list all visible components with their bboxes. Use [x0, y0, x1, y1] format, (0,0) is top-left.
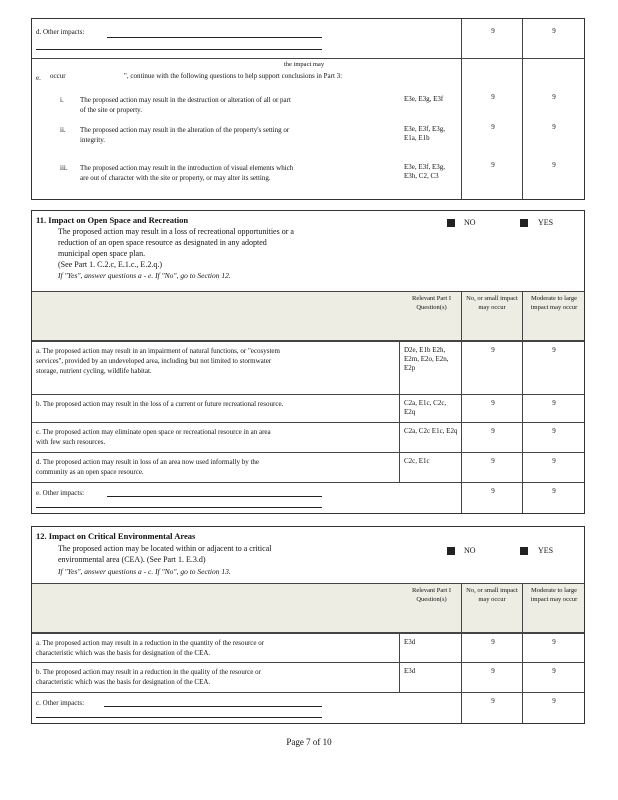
- row-text: b. The proposed action may result in a reduction in the quality of the resource or: [36, 668, 261, 676]
- sub-item-num: ii.: [60, 126, 66, 134]
- row-text: characteristic which was the basis for designation of the CEA.: [36, 678, 211, 686]
- table-row: [32, 423, 584, 453]
- relevant-header: Relevant Part I Question(s): [412, 295, 451, 311]
- intro-top: the impact may: [284, 61, 325, 68]
- moderate-impact-checkbox[interactable]: 9: [552, 93, 556, 101]
- section-title: 12. Impact on Critical Environmental Areas: [36, 531, 196, 541]
- small-impact-checkbox[interactable]: 9: [491, 399, 495, 407]
- intro-line-cont: ", continue with the following questions to help support conclusions in Part 3:: [124, 72, 343, 80]
- small-impact-header: No, or small impact may occur: [466, 295, 518, 311]
- moderate-impact-checkbox[interactable]: 9: [552, 346, 556, 354]
- small-impact-checkbox[interactable]: 9: [491, 697, 495, 705]
- moderate-impact-checkbox[interactable]: 9: [552, 161, 556, 169]
- section-text: The proposed action may be located within or adjacent to a critical: [58, 544, 272, 553]
- sub-item-num: iii.: [60, 164, 68, 172]
- relevant-questions: E3e, E3g, E3f: [404, 95, 444, 103]
- column-header-row: [32, 583, 584, 633]
- yes-checkbox[interactable]: [520, 219, 528, 227]
- relevant-questions: C2a, E1c, C2c, E2q: [404, 399, 447, 416]
- row-text: a. The proposed action may result in a reduction in the quantity of the resource or: [36, 639, 265, 647]
- row-e-cultural: [32, 59, 584, 201]
- small-impact-checkbox[interactable]: 9: [491, 638, 495, 646]
- section-title: 11. Impact on Open Space and Recreation: [36, 215, 189, 225]
- small-impact-checkbox[interactable]: 9: [491, 487, 495, 495]
- section-instruction: If "Yes", answer questions a - e. If "No", go to Section 12.: [58, 271, 231, 280]
- relevant-questions: D2e, E1b E2h, E2m, E2o, E2n, E2p: [404, 346, 449, 372]
- moderate-impact-header: Moderate to large impact may occur: [530, 587, 578, 603]
- sub-item-text: The proposed action may result in the alteration of the property's setting or: [80, 126, 290, 134]
- row-text: with few such resources.: [36, 438, 106, 446]
- moderate-impact-header: Moderate to large impact may occur: [530, 295, 578, 311]
- yes-label: YES: [538, 546, 554, 555]
- table-row: [32, 483, 584, 513]
- relevant-questions: C2c, E1c: [404, 457, 430, 465]
- page-number: Page 7 of 10: [286, 737, 332, 747]
- row-text: services", provided by an undeveloped area, including but not limited to stormwater: [36, 357, 272, 365]
- answer-line[interactable]: [36, 717, 322, 718]
- section-text: The proposed action may result in a loss of recreational opportunities or a: [58, 227, 294, 236]
- intro-line: occur: [50, 72, 66, 80]
- row-text: a. The proposed action may result in an impairment of natural functions, or "ecosystem: [36, 347, 280, 355]
- answer-line[interactable]: [36, 507, 322, 508]
- table-row: [32, 693, 584, 723]
- moderate-impact-checkbox[interactable]: 9: [552, 27, 556, 35]
- sub-item-text: are out of character with the site or property, or may alter its setting.: [80, 174, 271, 182]
- small-impact-checkbox[interactable]: 9: [491, 123, 495, 131]
- small-impact-checkbox[interactable]: 9: [491, 457, 495, 465]
- answer-line[interactable]: [36, 49, 322, 50]
- row-text: c. Other impacts:: [36, 699, 85, 707]
- moderate-impact-checkbox[interactable]: 9: [552, 667, 556, 675]
- row-text: storage, nutrient cycling, wildlife habitat.: [36, 367, 152, 375]
- small-impact-checkbox[interactable]: 9: [491, 27, 495, 35]
- answer-line[interactable]: [107, 496, 322, 497]
- moderate-impact-checkbox[interactable]: 9: [552, 638, 556, 646]
- small-impact-checkbox[interactable]: 9: [491, 667, 495, 675]
- row-text: c. The proposed action may eliminate open space or recreational resource in an area: [36, 428, 271, 436]
- section-10-continued: [31, 18, 585, 200]
- small-impact-checkbox[interactable]: 9: [491, 161, 495, 169]
- section-11-intro: [32, 211, 584, 291]
- section-text: reduction of an open space resource as designated in any adopted: [58, 238, 267, 247]
- row-text: b. The proposed action may result in the loss of a current or future recreational resource.: [36, 400, 284, 408]
- small-impact-checkbox[interactable]: 9: [491, 346, 495, 354]
- answer-line[interactable]: [107, 37, 322, 38]
- sub-item-text: The proposed action may result in the introduction of visual elements which: [80, 164, 294, 172]
- relevant-questions: E3e, E3f, E3g, E3h, C2, C3: [404, 163, 446, 180]
- column-header-row: [32, 291, 584, 341]
- table-row: [32, 453, 584, 483]
- sub-item-text: of the site or property.: [80, 106, 142, 114]
- section-11-open-space: [31, 210, 585, 514]
- section-12-intro: [32, 527, 584, 583]
- no-label: NO: [464, 218, 476, 227]
- no-label: NO: [464, 546, 476, 555]
- row-other-impacts: [32, 19, 584, 59]
- moderate-impact-checkbox[interactable]: 9: [552, 123, 556, 131]
- moderate-impact-checkbox[interactable]: 9: [552, 487, 556, 495]
- row-text: d. The proposed action may result in loss of an area now used informally by the: [36, 458, 260, 466]
- small-impact-header: No, or small impact may occur: [466, 587, 518, 603]
- answer-line[interactable]: [104, 706, 322, 707]
- small-impact-checkbox[interactable]: 9: [491, 427, 495, 435]
- relevant-header: Relevant Part I Question(s): [412, 587, 451, 603]
- sub-item-num: i.: [60, 96, 64, 104]
- relevant-questions: E3e, E3f, E3g, E1a, E1b: [404, 125, 446, 142]
- row-text: community as an open space resource.: [36, 468, 144, 476]
- section-text: (See Part 1. C.2.c, E.1.c., E.2.q.): [58, 260, 162, 269]
- form-page: [31, 18, 585, 724]
- row-text: e. Other impacts:: [36, 489, 85, 497]
- relevant-questions: C2a, C2c E1c, E2q: [404, 427, 458, 435]
- table-row: [32, 663, 584, 693]
- relevant-questions: E3d: [404, 638, 416, 646]
- table-row: [32, 633, 584, 663]
- sub-item-text: integrity.: [80, 136, 106, 144]
- moderate-impact-checkbox[interactable]: 9: [552, 697, 556, 705]
- moderate-impact-checkbox[interactable]: 9: [552, 427, 556, 435]
- table-row: [32, 341, 584, 395]
- small-impact-checkbox[interactable]: 9: [491, 93, 495, 101]
- no-checkbox[interactable]: [447, 219, 455, 227]
- item-prefix: e.: [36, 74, 41, 82]
- row-label: d. Other impacts:: [36, 28, 85, 36]
- section-text: environmental area (CEA). (See Part 1. E.3.d): [58, 555, 206, 564]
- section-text: municipal open space plan.: [58, 249, 146, 258]
- sub-item-text: The proposed action may result in the destruction or alteration of all or part: [80, 96, 291, 104]
- moderate-impact-checkbox[interactable]: 9: [552, 399, 556, 407]
- moderate-impact-checkbox[interactable]: 9: [552, 457, 556, 465]
- row-text: characteristic which was the basis for designation of the CEA.: [36, 649, 211, 657]
- no-checkbox[interactable]: [447, 547, 455, 555]
- table-row: [32, 395, 584, 423]
- section-12-critical-areas: [31, 526, 585, 724]
- relevant-questions: E3d: [404, 667, 416, 675]
- yes-checkbox[interactable]: [520, 547, 528, 555]
- section-instruction: If "Yes", answer questions a - c. If "No", go to Section 13.: [58, 567, 231, 576]
- yes-label: YES: [538, 218, 554, 227]
